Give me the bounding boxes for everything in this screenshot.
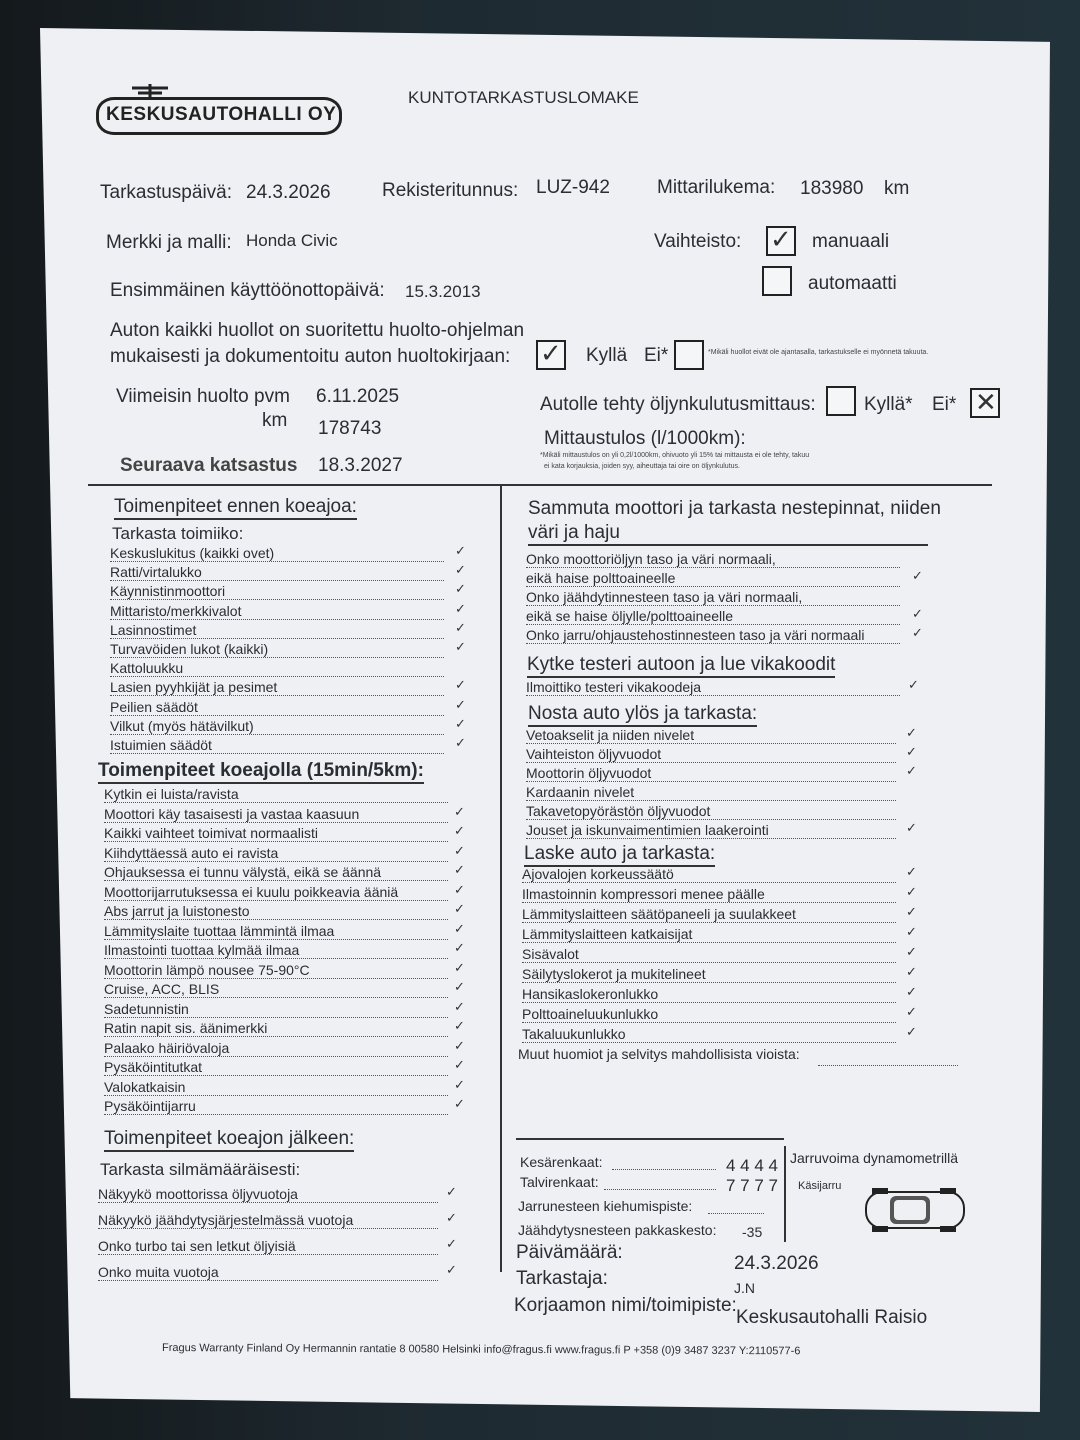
before-drive-dots [110,560,444,562]
before-drive-item: Peilien säädöt [110,698,198,715]
after-drive-checkmark[interactable]: ✓ [446,1262,457,1277]
test-drive-dots [104,996,448,998]
test-drive-checkmark[interactable]: ✓ [454,1037,465,1053]
lower-check-item: Lämmityslaitteen säätöpaneeli ja suulakkeet [522,906,796,922]
fluid-check-checkmark[interactable]: ✓ [912,625,923,640]
before-drive-item: Ratti/virtalukko [110,564,202,581]
winter-tyres-label: Talvirenkaat: [520,1174,599,1190]
test-drive-item: Lämmityslaite tuottaa lämmintä ilmaa [104,922,335,939]
lower-check-dots [522,1001,896,1003]
test-drive-dots [104,840,448,842]
test-drive-item: Kiihdyttäessä auto ei ravista [104,844,279,861]
test-drive-checkmark[interactable]: ✓ [454,901,465,916]
winter-dots [604,1188,716,1190]
measure-note-line1: *Mikäli mittaustulos on yli 0,2l/1000km, ohivuoto yli 15% tai mittausta ei ole tehty, takuu [540,452,810,459]
after-drive-item: Näkyykö moottorissa öljyvuotoja [98,1186,298,1202]
test-drive-checkmark[interactable]: ✓ [454,803,465,819]
coolant-value: -35 [742,1224,763,1240]
lower-title: Laske auto ja tarkasta: [524,843,715,867]
before-drive-checkmark[interactable]: ✓ [455,600,466,616]
before-drive-dots [110,637,444,639]
lift-check-checkmark[interactable]: ✓ [906,820,917,835]
lower-check-checkmark[interactable]: ✓ [906,904,917,919]
test-drive-item: Pysäköintijarru [104,1098,196,1114]
service-no-label: Ei* [644,345,669,366]
test-drive-item: Sadetunnistin [104,1000,189,1017]
date-signature-label: Päivämäärä: [516,1242,623,1263]
test-drive-item: Cruise, ACC, BLIS [104,981,220,997]
last-service-date: 6.11.2025 [316,386,400,407]
test-drive-dots [104,957,448,959]
lower-check-item: Hansikaslokeronlukko [522,986,659,1002]
winter-tyres-value: 7 7 7 7 [726,1176,778,1195]
date-label: Tarkastuspäivä: [100,182,233,203]
lower-check-dots [522,901,896,903]
test-drive-item: Moottori käy tasaisesti ja vastaa kaasuun [104,805,360,822]
fluid-check-dots [526,566,900,568]
lower-check-dots [522,1021,896,1023]
test-drive-dots [104,1094,448,1096]
summer-tyres-value: 4 4 4 4 [726,1156,778,1175]
test-drive-checkmark[interactable]: ✓ [454,1096,465,1111]
notes-label: Muut huomiot ja selvitys mahdollisista vioista: [518,1046,800,1062]
test-drive-checkmark[interactable]: ✓ [454,1057,465,1072]
shop-label: Korjaamon nimi/toimipiste: [514,1295,737,1316]
company-logo: KESKUSAUTOHALLI OY [106,104,337,125]
summer-tyres-label: Kesärenkaat: [520,1154,603,1170]
before-drive-dots [110,579,444,581]
manual-label: manuaali [812,231,890,252]
last-service-label: Viimeisin huolto pvm [116,386,290,407]
inspector-label: Tarkastaja: [516,1268,608,1289]
before-drive-checkmark[interactable]: ✓ [455,735,466,750]
before-drive-item: Kattoluukku [110,660,184,677]
first-use-date: 15.3.2013 [405,282,481,301]
before-drive-item: Mittaristo/merkkivalot [110,602,242,619]
summer-dots [612,1168,716,1170]
after-drive-checkmark[interactable]: ✓ [446,1236,457,1251]
test-drive-item: Ratin napit sis. äänimerkki [104,1020,268,1036]
test-drive-dots [104,938,448,940]
lower-check-item: Polttoaineluukunlukko [522,1006,659,1022]
form-title: KUNTOTARKASTUSLOMAKE [408,88,639,107]
first-use-label: Ensimmäinen käyttöönottopäivä: [110,280,385,301]
after-drive-item: Näkyykö jäähdytysjärjestelmässä vuotoja [98,1212,354,1228]
lift-check-dots [526,799,896,801]
test-drive-checkmark[interactable]: ✓ [454,979,465,994]
before-drive-dots [110,598,444,600]
fluid-check-dots [526,604,900,606]
handbrake-label: Käsijarru [798,1180,842,1192]
after-drive-checkmark[interactable]: ✓ [446,1210,457,1225]
test-drive-item: Abs jarrut ja luistonesto [104,903,250,919]
before-drive-checkmark[interactable]: ✓ [455,562,466,578]
next-inspection-label: Seuraava katsastus [120,455,298,476]
before-drive-dots [110,752,444,754]
fluid-check-item: eikä haise polttoaineelle [526,570,676,586]
visual-check-label: Tarkasta silmämääräisesti: [100,1160,301,1179]
lift-check-dots [526,742,896,744]
measure-note-line2: ei kata korjauksia, joiden syy, aiheuttaja tai oire on öljynkulutus. [544,463,740,470]
before-drive-checkmark[interactable]: ✓ [455,639,466,654]
test-drive-dots [104,860,448,862]
lower-check-checkmark[interactable]: ✓ [906,864,917,879]
automatic-label: automaatti [808,273,897,294]
fluid-check-dots [526,585,900,587]
test-drive-title: Toimenpiteet koeajolla (15min/5km): [98,760,424,784]
column-divider [500,486,502,1272]
service-no-checkbox[interactable] [674,340,704,370]
lift-check-item: Kardaanin nivelet [526,784,635,800]
dyno-divider [784,1146,786,1242]
before-drive-item: Vilkut (myös hätävilkut) [110,717,254,734]
test-drive-dots [104,1074,448,1076]
lift-check-item: Takavetopyörästön öljyvuodot [526,803,711,819]
fluid-check-checkmark[interactable]: ✓ [912,606,923,621]
service-yes-checkbox[interactable]: ✓ [536,340,566,370]
before-drive-item: Istuimien säädöt [110,737,212,753]
before-drive-item: Lasinnostimet [110,621,197,638]
test-drive-item: Kaikki vaihteet toimivat normaalisti [104,825,318,841]
test-drive-dots [104,1016,448,1018]
before-drive-item: Turvavöiden lukot (kaikki) [110,641,269,657]
odometer-label: Mittarilukema: [657,177,776,198]
fluid-check-item: Onko jarru/ohjaustehostinnesteen taso ja väri normaali [526,627,865,643]
before-drive-checkmark[interactable]: ✓ [455,677,466,693]
lower-check-dots [522,961,896,963]
before-drive-dots [110,714,444,716]
test-drive-checkmark[interactable]: ✓ [454,1018,465,1033]
lift-check-item: Vaihteiston öljyvuodot [526,746,662,762]
reg-number: LUZ-942 [536,177,610,198]
lift-check-item: Jouset ja iskunvaimentimien laakerointi [526,822,769,838]
before-drive-dots [110,733,444,735]
lower-check-checkmark[interactable]: ✓ [906,924,917,939]
test-drive-dots [104,1035,448,1037]
fluid-check-item: Onko moottoriöljyn taso ja väri normaali, [526,551,776,567]
test-drive-dots [104,918,448,920]
lift-check-checkmark[interactable]: ✓ [906,744,917,759]
test-drive-dots [104,879,448,881]
check-works-label: Tarkasta toimiiko: [112,524,244,543]
test-drive-checkmark[interactable]: ✓ [454,862,465,877]
notes-dots [818,1064,958,1066]
lower-check-checkmark[interactable]: ✓ [906,1024,917,1039]
lower-check-dots [522,941,896,943]
lift-check-item: Vetoakselit ja niiden nivelet [526,727,695,743]
before-drive-dots [110,675,444,677]
oil-yes-checkbox[interactable] [826,386,856,416]
before-drive-checkmark[interactable]: ✓ [455,619,466,635]
before-drive-dots [110,656,444,658]
after-drive-dots [98,1201,438,1203]
oil-yes-label: Kyllä* [864,394,913,415]
lower-check-item: Sisävalot [522,946,579,962]
lower-check-checkmark[interactable]: ✓ [906,884,917,899]
lower-check-checkmark[interactable]: ✓ [906,1004,917,1019]
after-drive-item: Onko muita vuotoja [98,1264,219,1280]
make-value: Honda Civic [246,231,338,250]
car-topview-icon [864,1186,968,1234]
lift-check-dots [526,837,896,839]
test-drive-item: Ohjauksessa ei tunnu välystä, eikä se äännä [104,864,382,880]
tester-check-dots [526,694,900,696]
measure-result-label: Mittaustulos (l/1000km): [544,428,746,449]
test-drive-item: Moottorin lämpö nousee 75-90°C [104,961,310,978]
test-drive-dots [104,801,448,803]
km-label: km [262,410,288,431]
test-drive-checkmark[interactable]: ✓ [454,940,465,955]
oil-no-checkbox[interactable]: ✕ [970,388,1000,418]
fluids-title-line2: väri ja haju [528,522,928,546]
before-drive-title: Toimenpiteet ennen koeajoa: [114,496,357,520]
lower-check-checkmark[interactable]: ✓ [906,984,917,999]
inspection-date: 24.3.2026 [246,182,331,203]
fluid-check-dots [526,623,900,625]
test-drive-checkmark[interactable]: ✓ [454,1076,465,1092]
test-drive-checkmark[interactable]: ✓ [454,823,465,838]
before-drive-checkmark[interactable]: ✓ [455,543,466,558]
lower-check-dots [522,921,896,923]
odometer-unit: km [884,178,910,199]
fluid-check-dots [526,642,900,644]
shop-value: Keskusautohalli Raisio [736,1307,928,1328]
lower-check-checkmark[interactable]: ✓ [906,964,917,979]
before-drive-item: Käynnistinmoottori [110,583,226,600]
gearbox-label: Vaihteisto: [654,231,742,252]
test-drive-checkmark[interactable]: ✓ [454,920,465,936]
after-drive-dots [98,1253,438,1255]
oil-no-label: Ei* [932,394,957,415]
before-drive-checkmark[interactable]: ✓ [455,581,466,597]
lower-check-dots [522,881,896,883]
fluid-check-item: eikä se haise öljylle/polttoaineelle [526,608,734,624]
lift-check-checkmark[interactable]: ✓ [906,763,917,778]
lift-check-dots [526,818,896,820]
fluid-check-checkmark[interactable]: ✓ [912,568,923,583]
tester-check-checkmark[interactable]: ✓ [908,677,919,692]
service-yes-label: Kyllä [586,345,628,366]
tester-title: Kytke testeri autoon ja lue vikakoodit [527,654,835,678]
before-drive-item: Keskuslukitus (kaikki ovet) [110,545,275,561]
before-drive-checkmark[interactable]: ✓ [455,696,466,712]
brake-fluid-dots [708,1212,764,1214]
test-drive-dots [104,821,448,823]
lower-check-dots [522,981,896,983]
automatic-checkbox[interactable] [762,266,792,296]
lower-check-dots [522,1041,896,1043]
test-drive-item: Valokatkaisin [104,1078,186,1095]
lower-check-checkmark[interactable]: ✓ [906,944,917,959]
after-drive-item: Onko turbo tai sen letkut öljyisiä [98,1238,296,1254]
test-drive-checkmark[interactable]: ✓ [454,998,465,1014]
test-drive-dots [104,1113,448,1115]
test-drive-item: Moottorijarrutuksessa ei kuulu poikkeavia ääniä [104,883,399,900]
after-drive-dots [98,1227,438,1229]
lower-check-item: Takaluukunlukko [522,1026,626,1042]
service-text-line1: Auton kaikki huollot on suoritettu huolto-ohjelman [110,320,525,341]
coolant-label: Jäähdytysnesteen pakkaskesto: [518,1222,717,1238]
after-drive-dots [98,1279,438,1281]
fluid-check-item: Onko jäähdytinnesteen taso ja väri normaali, [526,589,803,605]
tyres-divider [516,1138,784,1140]
lower-check-item: Lämmityslaitteen katkaisijat [522,926,693,942]
after-drive-checkmark[interactable]: ✓ [446,1184,457,1199]
fluids-title-line1: Sammuta moottori ja tarkasta nestepinnat, niiden [528,498,941,519]
last-service-km: 178743 [318,418,382,439]
before-drive-item: Lasien pyyhkijät ja pesimet [110,679,278,696]
test-drive-dots [104,1055,448,1057]
test-drive-checkmark[interactable]: ✓ [454,959,465,975]
service-text-line2: mukaisesti ja dokumentoitu auton huoltokirjaan: [110,346,511,367]
lift-check-dots [526,761,896,763]
lower-check-item: Säilytyslokerot ja mukitelineet [522,966,706,982]
header-divider [88,484,992,486]
oil-measure-label: Autolle tehty öljynkulutusmittaus: [540,394,816,415]
make-label: Merkki ja malli: [106,232,232,253]
tester-check-item: Ilmoittiko testeri vikakoodeja [526,679,702,695]
test-drive-dots [104,899,448,901]
before-drive-dots [110,694,444,696]
next-inspection-date: 18.3.2027 [318,455,403,476]
test-drive-item: Ilmastointi tuottaa kylmää ilmaa [104,942,300,958]
brake-fluid-label: Jarrunesteen kiehumispiste: [518,1198,693,1214]
reg-label: Rekisteritunnus: [382,180,519,201]
test-drive-item: Pysäköintitutkat [104,1059,203,1075]
lift-check-dots [526,780,896,782]
lower-check-item: Ajovalojen korkeussäätö [522,866,674,882]
lift-check-item: Moottorin öljyvuodot [526,765,652,781]
inspector-value: J.N [734,1280,755,1296]
lift-check-checkmark[interactable]: ✓ [906,725,917,740]
date-signature-value: 24.3.2026 [734,1253,819,1274]
test-drive-checkmark[interactable]: ✓ [454,881,465,897]
service-note: *Mikäli huollot eivät ole ajantasalla, tarkastukselle ei myönnetä takuuta. [708,349,929,356]
footer-address: Fragus Warranty Finland Oy Hermannin rantatie 8 00580 Helsinki info@fragus.fi www.fragus.fi P +358 (0)9 3487 3237 Y:2110577-6 [161,1342,801,1358]
test-drive-checkmark[interactable]: ✓ [454,842,465,858]
dyno-label: Jarruvoima dynamometrillä [790,1150,959,1166]
odometer-value: 183980 [800,178,864,199]
manual-checkbox[interactable]: ✓ [766,226,796,256]
test-drive-dots [104,977,448,979]
lower-check-item: Ilmastoinnin kompressori menee päälle [522,886,765,902]
test-drive-item: Palaako häiriövaloja [104,1039,230,1056]
lift-title: Nosta auto ylös ja tarkasta: [528,703,757,727]
before-drive-dots [110,618,444,620]
after-drive-title: Toimenpiteet koeajon jälkeen: [104,1128,354,1152]
test-drive-item: Kytkin ei luista/ravista [104,786,239,802]
before-drive-checkmark[interactable]: ✓ [455,715,466,731]
